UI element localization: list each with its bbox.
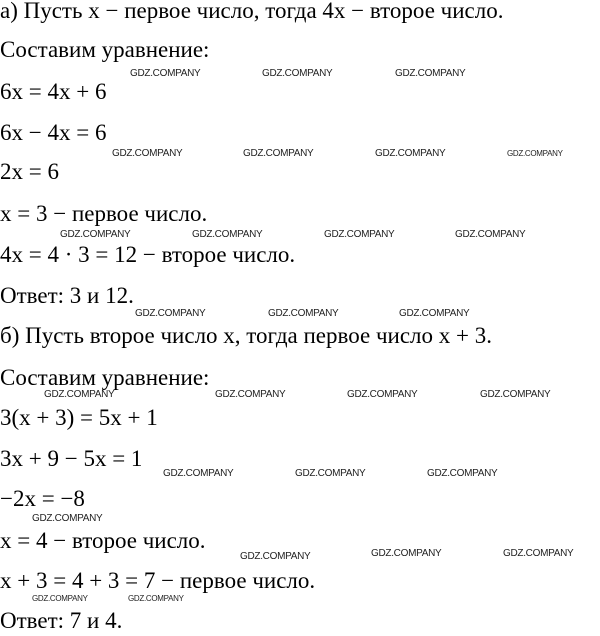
- part-a-second-number: 4x = 4 · 3 = 12 − второе число.: [0, 242, 296, 267]
- watermark-text: GDZ.COMPANY: [60, 229, 131, 240]
- watermark-text: GDZ.COMPANY: [240, 551, 311, 562]
- watermark-text: GDZ.COMPANY: [503, 548, 574, 559]
- part-a-equation-heading: Составим уравнение:: [0, 37, 210, 62]
- watermark-text: GDZ.COMPANY: [455, 229, 526, 240]
- part-b-equation-step-3: −2x = −8: [0, 486, 85, 511]
- watermark-text: GDZ.COMPANY: [44, 389, 115, 400]
- part-b-first-number: x + 3 = 4 + 3 = 7 − первое число.: [0, 568, 316, 593]
- watermark-text: GDZ.COMPANY: [371, 548, 442, 559]
- watermark-text: GDZ.COMPANY: [375, 148, 446, 159]
- watermark-text: GDZ.COMPANY: [507, 149, 563, 158]
- watermark-text: GDZ.COMPANY: [215, 389, 286, 400]
- watermark-text: GDZ.COMPANY: [112, 148, 183, 159]
- part-a-equation-step-2: 6x − 4x = 6: [0, 120, 107, 145]
- watermark-text: GDZ.COMPANY: [32, 513, 103, 524]
- watermark-text: GDZ.COMPANY: [262, 68, 333, 79]
- watermark-text: GDZ.COMPANY: [324, 229, 395, 240]
- watermark-text: GDZ.COMPANY: [32, 594, 88, 603]
- watermark-text: GDZ.COMPANY: [128, 594, 184, 603]
- part-a-first-number: x = 3 − первое число.: [0, 201, 208, 226]
- watermark-text: GDZ.COMPANY: [295, 468, 366, 479]
- watermark-text: GDZ.COMPANY: [395, 68, 466, 79]
- part-a-equation-step-3: 2x = 6: [0, 159, 59, 184]
- watermark-text: GDZ.COMPANY: [163, 468, 234, 479]
- part-b-equation-step-1: 3(x + 3) = 5x + 1: [0, 405, 158, 430]
- watermark-text: GDZ.COMPANY: [268, 308, 339, 319]
- part-a-setup-line: а) Пусть x − первое число, тогда 4x − второе число.: [0, 0, 504, 23]
- part-b-setup-line: б) Пусть второе число x, тогда первое число x + 3.: [0, 323, 492, 348]
- part-b-second-number: x = 4 − второе число.: [0, 528, 206, 553]
- part-b-answer: Ответ: 7 и 4.: [0, 608, 123, 633]
- part-a-answer: Ответ: 3 и 12.: [0, 283, 134, 308]
- watermark-text: GDZ.COMPANY: [135, 308, 206, 319]
- watermark-text: GDZ.COMPANY: [192, 229, 263, 240]
- watermark-text: GDZ.COMPANY: [480, 389, 551, 400]
- part-b-equation-step-2: 3x + 9 − 5x = 1: [0, 446, 143, 471]
- watermark-text: GDZ.COMPANY: [347, 389, 418, 400]
- watermark-text: GDZ.COMPANY: [399, 308, 470, 319]
- watermark-text: GDZ.COMPANY: [130, 68, 201, 79]
- part-a-equation-step-1: 6x = 4x + 6: [0, 79, 107, 104]
- watermark-text: GDZ.COMPANY: [427, 468, 498, 479]
- watermark-text: GDZ.COMPANY: [243, 148, 314, 159]
- part-b-equation-heading: Составим уравнение:: [0, 365, 210, 390]
